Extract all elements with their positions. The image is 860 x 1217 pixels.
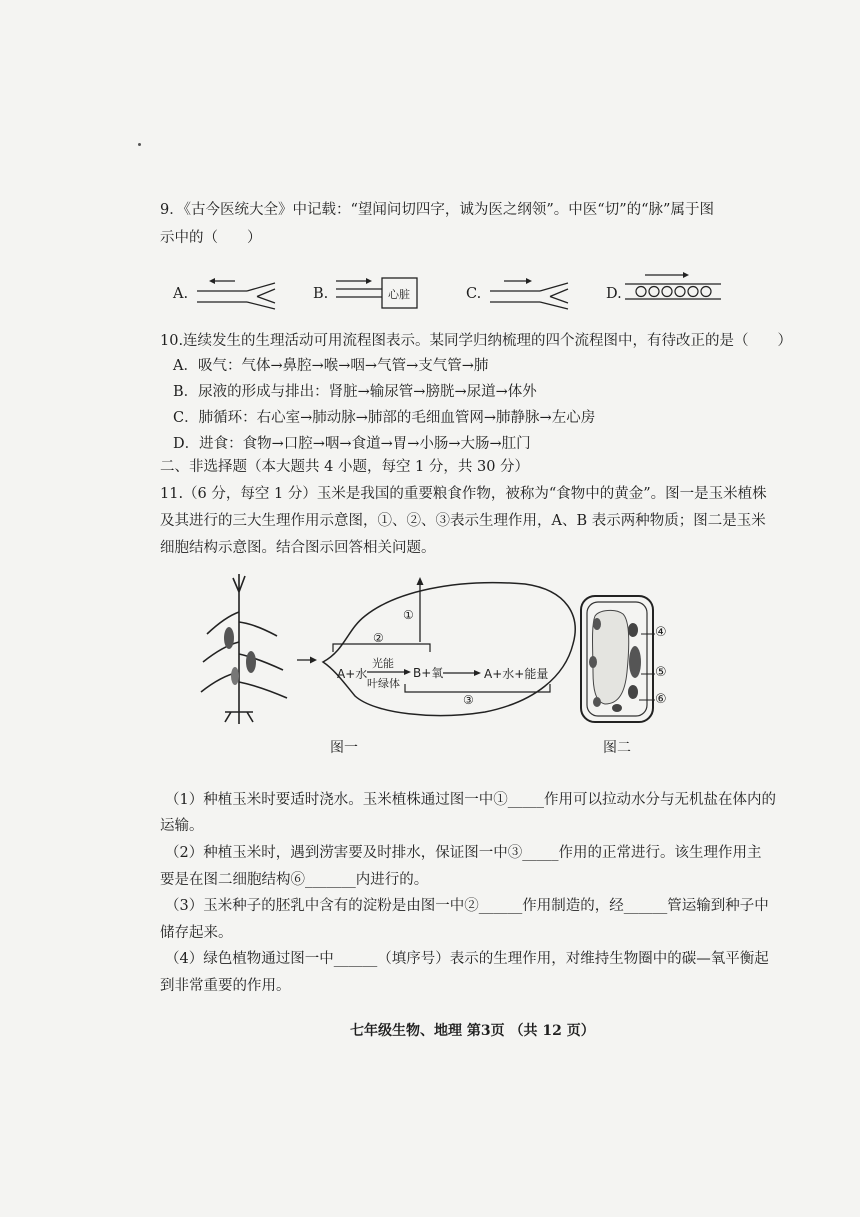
- q9-line2: 示中的（ ）: [160, 230, 262, 246]
- q9-line1: 9．《古今医统大全》中记载：“望闻问切四字，诚为医之纲领”。中医“切”的“脉”属于图: [160, 202, 714, 218]
- q10-option-d: D．进食：食物→口腔→咽→食道→胃→小肠→大肠→肛门: [173, 436, 531, 452]
- q11-sub4-line2: 到非常重要的作用。: [160, 978, 291, 994]
- q11-sub3-line2: 储存起来。: [160, 925, 233, 941]
- figure-1-label-3: ③: [463, 693, 474, 707]
- page-footer: 七年级生物、地理 第3页 （共 12 页）: [350, 1023, 595, 1039]
- q9-option-b-diagram: [334, 272, 424, 312]
- corn-plant-illustration: [201, 574, 287, 724]
- q10-option-a: A．吸气：气体→鼻腔→喉→咽→气管→支气管→肺: [173, 358, 489, 374]
- q11-line2: 及其进行的三大生理作用示意图，①、②、③表示生理作用，A、B 表示两种物质；图二是玉米: [160, 513, 766, 529]
- q11-sub3-line1: （3）玉米种子的胚乳中含有的淀粉是由图一中②______作用制造的，经______管运输到种子中: [165, 898, 769, 914]
- figure-2-diagram: [575, 592, 685, 727]
- figure-2-label-6: ⑥: [655, 692, 667, 707]
- q11-sub2-line2: 要是在图二细胞结构⑥_______内进行的。: [160, 872, 429, 888]
- q10-stem: 10.连续发生的生理活动可用流程图表示。某同学归纳梳理的四个流程图中，有待改正的是（ ）: [160, 333, 793, 349]
- q9-heart-label: 心脏: [388, 288, 410, 301]
- q11-sub2-line1: （2）种植玉米时，遇到涝害要及时排水，保证图一中③_____作用的正常进行。该生理作用主: [165, 845, 762, 861]
- figure-1-light: 光能: [372, 657, 394, 670]
- q11-sub4-line1: （4）绿色植物通过图一中______（填序号）表示的生理作用，对维持生物圈中的碳—氧平衡起: [165, 951, 769, 967]
- figure-1-caption: 图一: [330, 740, 358, 756]
- figure-1-label-1: ①: [403, 608, 414, 622]
- figure-2-caption: 图二: [603, 740, 631, 756]
- q11-line1: 11.（6 分，每空 1 分）玉米是我国的重要粮食作物，被称为“食物中的黄金”。图一是玉米植株: [160, 486, 767, 502]
- q9-option-a-label: A.: [173, 286, 189, 302]
- q9-option-d-diagram: [623, 268, 725, 306]
- q9-option-c-diagram: [488, 275, 578, 311]
- q9-option-a-diagram: [195, 275, 285, 311]
- figure-1-product: B+氧: [413, 666, 444, 680]
- q10-option-b: B．尿液的形成与排出：肾脏→输尿管→膀胱→尿道→体外: [173, 384, 537, 400]
- q9-option-d-label: D.: [606, 286, 622, 302]
- figure-1-chloroplast: 叶绿体: [367, 677, 400, 690]
- q11-sub1-line1: （1）种植玉米时要适时浇水。玉米植株通过图一中①_____作用可以拉动水分与无机盐在体内的: [165, 792, 776, 808]
- q9-option-b-label: B.: [313, 286, 329, 302]
- figure-2-label-5: ⑤: [655, 665, 667, 680]
- speck: [138, 143, 141, 146]
- figure-1-diagram: [195, 572, 585, 727]
- figure-2-label-4: ④: [655, 625, 667, 640]
- figure-1-result: A+水+能量: [484, 667, 549, 681]
- q11-line3: 细胞结构示意图。结合图示回答相关问题。: [160, 540, 436, 556]
- q10-option-c: C．肺循环：右心室→肺动脉→肺部的毛细血管网→肺静脉→左心房: [173, 410, 596, 426]
- section-2-heading: 二、非选择题（本大题共 4 小题，每空 1 分，共 30 分）: [160, 459, 530, 475]
- q11-sub1-line2: 运输。: [160, 818, 204, 834]
- figure-1-reactant: A+水: [337, 667, 368, 681]
- figure-1-label-2: ②: [373, 631, 384, 645]
- q9-option-c-label: C.: [466, 286, 482, 302]
